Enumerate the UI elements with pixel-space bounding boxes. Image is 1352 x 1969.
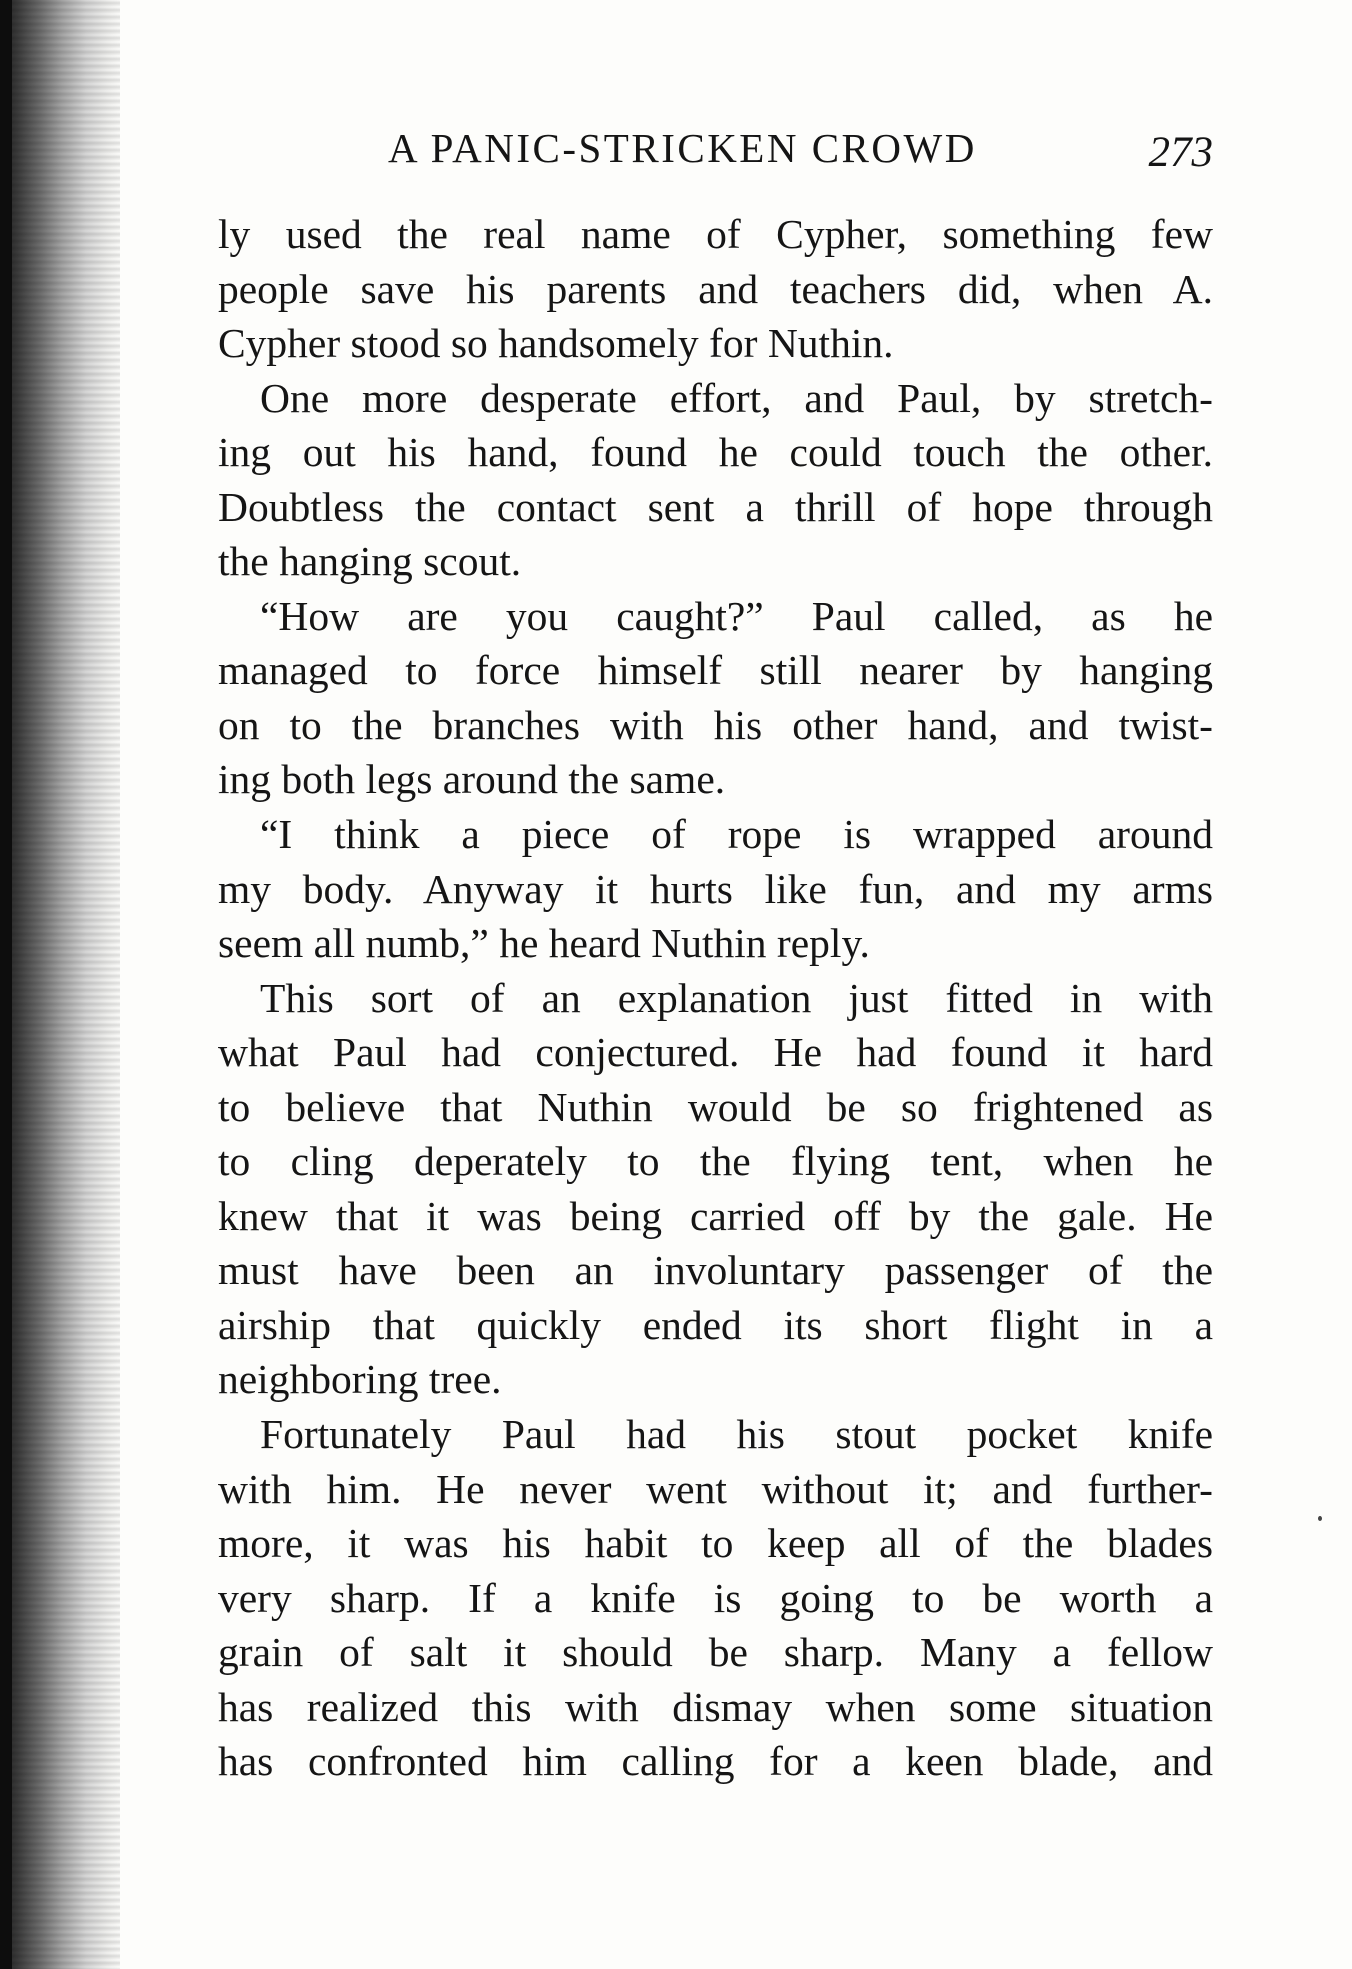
text-line: with him. He never went without it; and further-: [218, 1465, 1213, 1512]
text-line: what Paul had conjectured. He had found it hard: [218, 1029, 1213, 1076]
text-line: ly used the real name of Cypher, something few: [218, 211, 1213, 257]
text-line: very sharp. If a knife is going to be worth a: [218, 1574, 1213, 1621]
text-line: managed to force himself still nearer by hanging: [218, 647, 1213, 694]
text-line: Cypher stood so handsomely for Nuthin.: [218, 320, 894, 367]
text-line: seem all numb,” he heard Nuthin reply.: [218, 920, 870, 967]
text-line: grain of salt it should be sharp. Many a fellow: [218, 1629, 1213, 1676]
ink-speck: [1318, 1516, 1322, 1521]
binding-shadow: [0, 0, 12, 1969]
text-line: knew that it was being carried off by the gale. He: [218, 1192, 1213, 1239]
text-line: “How are you caught?” Paul called, as he: [260, 592, 1213, 639]
text-line: Doubtless the contact sent a thrill of hope through: [218, 483, 1213, 530]
text-line: to believe that Nuthin would be so frightened as: [218, 1083, 1213, 1130]
page-header: [218, 124, 1213, 184]
text-line: has realized this with dismay when some situation: [218, 1683, 1213, 1730]
text-line: must have been an involuntary passenger of the: [218, 1247, 1213, 1294]
running-head: A PANIC-STRICKEN CROWD: [388, 125, 977, 171]
text-line: to cling deperately to the flying tent, when he: [218, 1138, 1213, 1185]
body-text: [218, 207, 1213, 1789]
text-line: airship that quickly ended its short flight in a: [218, 1301, 1213, 1348]
text-line: Fortunately Paul had his stout pocket knife: [260, 1411, 1213, 1458]
text-line: my body. Anyway it hurts like fun, and my arms: [218, 865, 1213, 912]
text-line: This sort of an explanation just fitted in with: [260, 974, 1213, 1021]
text-line: ing both legs around the same.: [218, 756, 726, 803]
text-line: the hanging scout.: [218, 538, 522, 585]
binding-edge: [0, 0, 120, 1969]
text-line: One more desperate effort, and Paul, by stretch-: [260, 374, 1213, 421]
page-number: 273: [1148, 129, 1213, 176]
text-line: has confronted him calling for a keen blade, and: [218, 1738, 1213, 1785]
text-line: people save his parents and teachers did, when A.: [218, 265, 1213, 312]
text-line: neighboring tree.: [218, 1356, 502, 1403]
text-line: ing out his hand, found he could touch the other.: [218, 429, 1213, 476]
text-line: on to the branches with his other hand, and twist-: [218, 701, 1213, 748]
text-line: “I think a piece of rope is wrapped around: [260, 811, 1213, 858]
text-line: more, it was his habit to keep all of the blades: [218, 1520, 1213, 1567]
